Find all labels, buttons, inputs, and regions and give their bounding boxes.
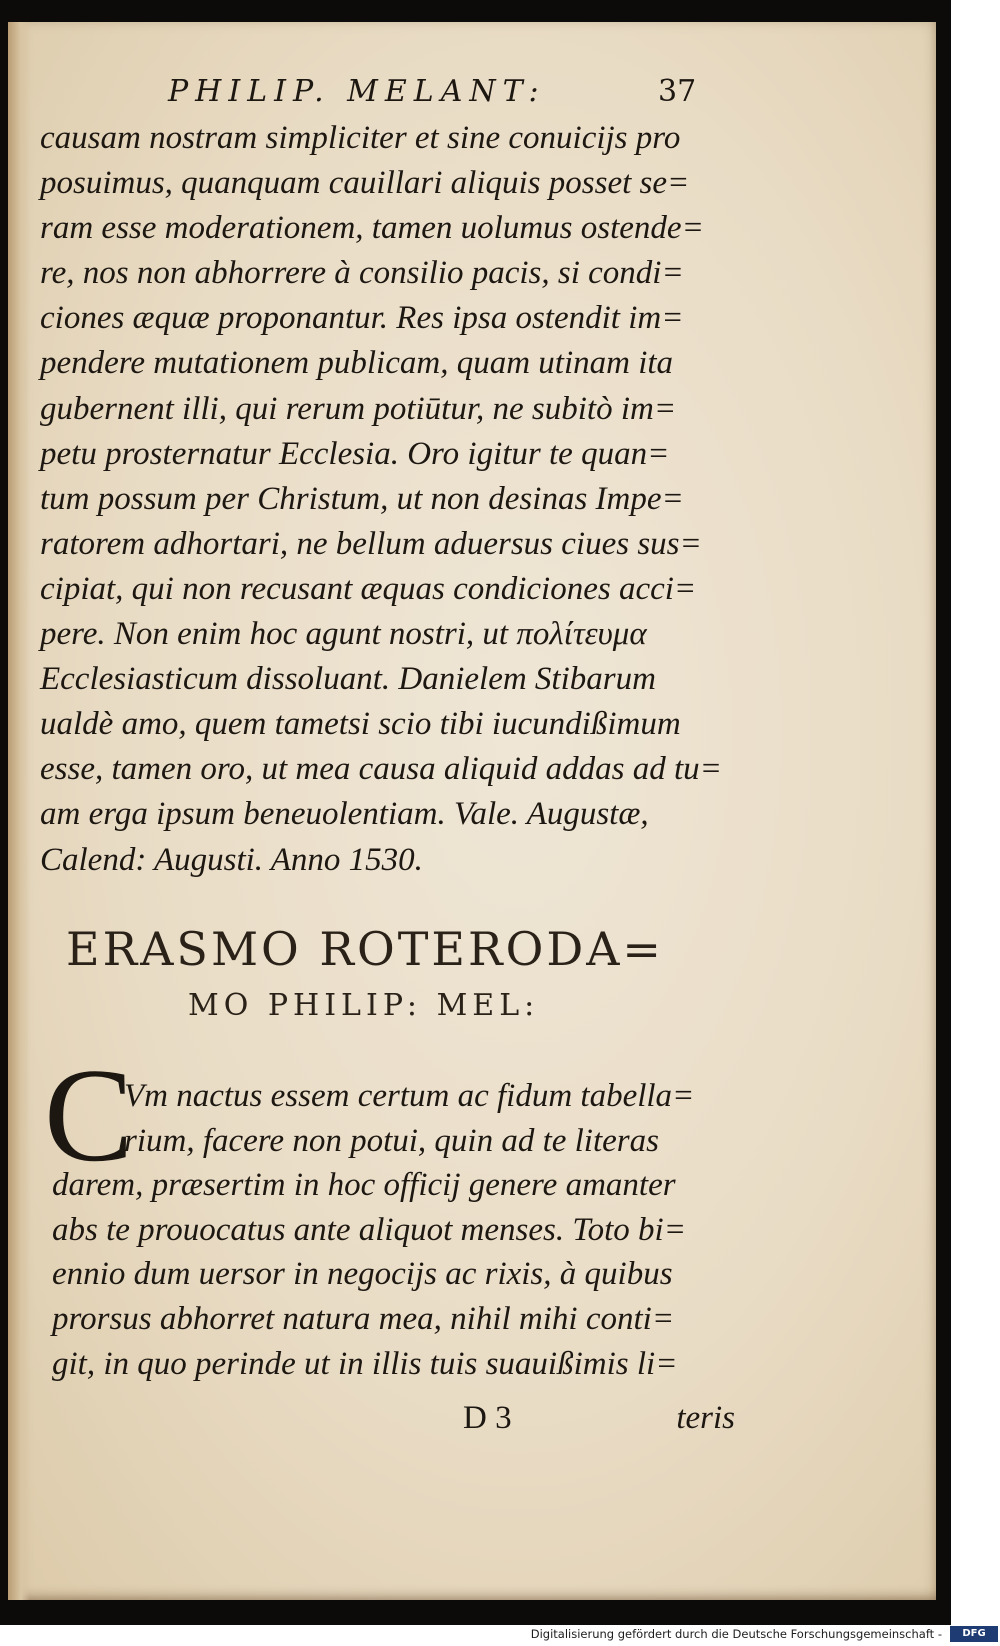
text-line: git, in quo perinde ut in illis tuis suauißimis li= xyxy=(52,1345,678,1382)
text-line: rium, facere non potui, quin ad te literas xyxy=(124,1122,659,1159)
text-line: abs te prouocatus ante aliquot menses. Toto bi= xyxy=(52,1211,686,1248)
text-line: Vm nactus essem certum ac fidum tabella= xyxy=(124,1078,695,1114)
text-line: prorsus abhorret natura mea, nihil mihi conti= xyxy=(52,1300,675,1337)
text-line: Ecclesiasticum dissoluant. Danielem Stibarum xyxy=(40,661,656,698)
text-line: pendere mutationem publicam, quam utinam ita xyxy=(40,345,674,382)
letter-heading-line-1: ERASMO ROTERODA= xyxy=(66,922,664,976)
text-line: pere. Non enim hoc agunt nostri, ut πολίτευμα xyxy=(40,616,647,653)
letter-heading-line-2: MO PHILIP: MEL: xyxy=(188,988,540,1023)
text-line: esse, tamen oro, ut mea causa aliquid addas ad tu= xyxy=(40,751,722,788)
page-number: 37 xyxy=(658,74,697,109)
text-line: ualdè amo, quem tametsi scio tibi iucundißimum xyxy=(40,706,681,743)
text-line: ciones æquæ proponantur. Res ipsa ostendit im= xyxy=(40,300,684,337)
book-page xyxy=(8,22,936,1600)
text-line: cipiat, qui non recusant æquas condiciones acci= xyxy=(40,570,697,607)
text-line: posuimus, quanquam cauillari aliquis posset se= xyxy=(40,165,690,202)
digitization-credit: Digitalisierung gefördert durch die Deutsche Forschungsgemeinschaft - xyxy=(530,1627,942,1641)
text-line: ram esse moderationem, tamen uolumus ostende= xyxy=(40,210,704,247)
text-line: re, nos non abhorrere à consilio pacis, si condi= xyxy=(40,255,684,292)
signature-mark: D 3 xyxy=(463,1400,512,1436)
new-letter-text xyxy=(52,1074,752,1386)
letter-body-text xyxy=(40,116,740,883)
catchword: teris xyxy=(676,1400,735,1436)
page-gutter-edge xyxy=(8,22,30,1600)
text-line: Calend: Augusti. Anno 1530. xyxy=(40,841,423,878)
text-line: causam nostram simpliciter et sine conuicijs pro xyxy=(40,120,681,156)
text-line: ratorem adhortari, ne bellum aduersus ciues sus= xyxy=(40,525,702,562)
text-line: gubernent illi, qui rerum potiūtur, ne subitò im= xyxy=(40,390,677,427)
signature-line xyxy=(463,1400,753,1444)
dfg-logo: DFG xyxy=(950,1626,998,1642)
running-head: PHILIP. MELANT: xyxy=(168,74,546,109)
drop-cap-initial: C xyxy=(44,1041,134,1189)
text-line: am erga ipsum beneuolentiam. Vale. Augustæ, xyxy=(40,796,649,833)
text-line: ennio dum uersor in negocijs ac rixis, à quibus xyxy=(52,1256,673,1293)
text-line: tum possum per Christum, ut non desinas Impe= xyxy=(40,480,684,517)
text-line: darem, præsertim in hoc officij genere amanter xyxy=(52,1167,676,1204)
text-line: petu prosternatur Ecclesia. Oro igitur te quan= xyxy=(40,435,670,472)
